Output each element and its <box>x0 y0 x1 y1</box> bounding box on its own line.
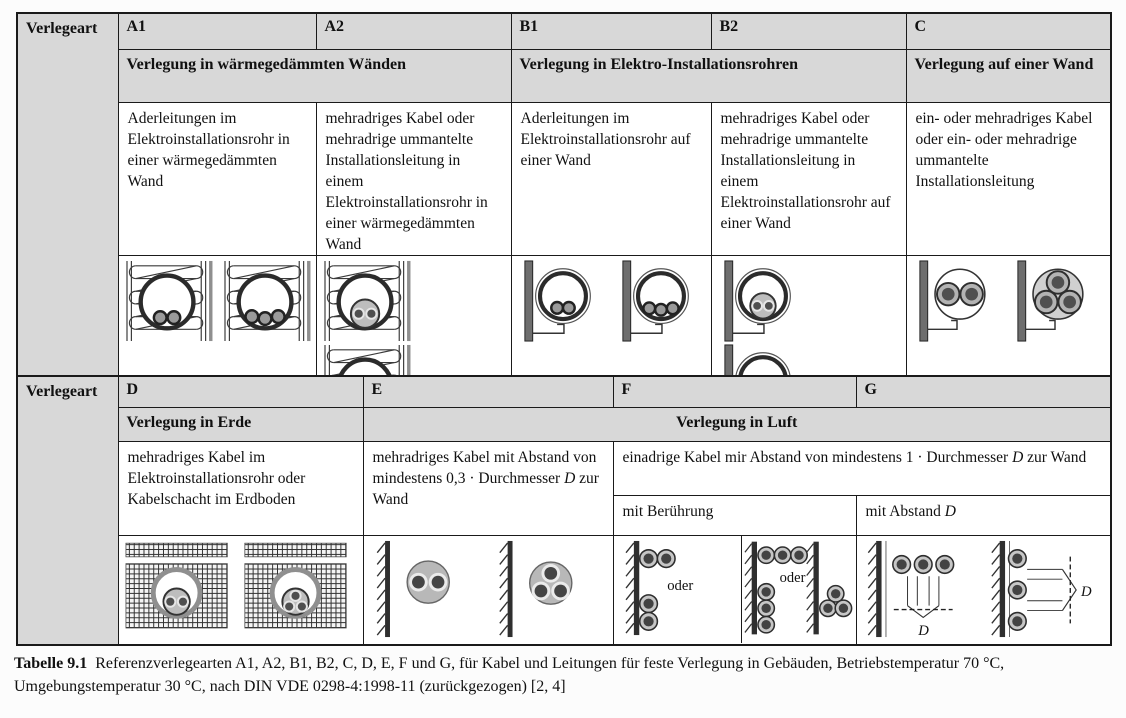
description-e: mehradriges Kabel mit Abstand von mindestens 0,3 · Durchmesser D zur Wand <box>363 441 613 535</box>
group-header-luft: Verlegung in Luft <box>363 407 1111 441</box>
table-verlegearten-a-c <box>16 12 1112 429</box>
col-header-c: C <box>906 13 1111 49</box>
dim-d-label: D <box>1080 583 1092 600</box>
diagram-c-3core-icon <box>1010 259 1100 343</box>
diagram-cell-d <box>118 535 363 645</box>
diagram-b2-2core-icon <box>717 259 807 343</box>
table-verlegearten-d-g <box>16 375 1112 646</box>
corner-label-bottom: Verlegeart <box>17 376 118 645</box>
diagram-cell-f <box>613 535 856 645</box>
diagram-a2-2core-icon <box>322 259 412 343</box>
col-header-d: D <box>118 376 363 407</box>
col-header-f: F <box>613 376 856 407</box>
description-a2: mehradriges Kabel oder mehradrige ummantelte Installationsleitung in einem Elektroinstallationsrohr in einer wärmegedämmten Wand <box>316 102 511 256</box>
diagram-f-2core <box>614 536 741 643</box>
description-a1: Aderleitungen im Elektroinstallationsrohr in einer wärmegedämmten Wand <box>118 102 316 256</box>
diagram-cell-g <box>856 535 1111 645</box>
col-header-b1: B1 <box>511 13 711 49</box>
diagram-f-2core-icon <box>616 539 738 638</box>
diagram-g-icon <box>862 539 1106 639</box>
oder-label: oder <box>666 577 693 594</box>
col-header-b2: B2 <box>711 13 906 49</box>
corner-label-top: Verlegeart <box>17 13 118 428</box>
diagram-e-icon <box>369 539 609 639</box>
diagram-cell-e <box>363 535 613 645</box>
table-caption <box>14 653 1116 698</box>
group-header-erde: Verlegung in Erde <box>118 407 363 441</box>
description-b1: Aderleitungen im Elektroinstallationsrohr auf einer Wand <box>511 102 711 256</box>
col-header-a2: A2 <box>316 13 511 49</box>
diagram-d-icon <box>124 539 354 639</box>
diagram-b1-2core-icon <box>517 259 607 343</box>
diagram-b1-3core-icon <box>615 259 705 343</box>
subheader-mit-beruehrung: mit Berührung <box>613 495 856 535</box>
description-b2: mehradriges Kabel oder mehradrige ummantelte Installationsleitung in einem Elektroinstallationsrohr auf einer Wand <box>711 102 906 256</box>
col-header-e: E <box>363 376 613 407</box>
caption-number: Tabelle 9.1 <box>14 655 88 672</box>
description-c: ein- oder mehradriges Kabel oder ein- oder mehradrige ummantelte Installationsleitung <box>906 102 1111 256</box>
oder-label: oder <box>779 569 806 586</box>
description-d: mehradriges Kabel im Elektroinstallationsrohr oder Kabelschacht im Erdboden <box>118 441 363 535</box>
caption-text: Referenzverlegearten A1, A2, B1, B2, C, D, E, F und G, für Kabel und Leitungen für feste Verlegung in Gebäuden, Betriebstemperatur 70 °C, Umgebungstemperatur 30 °C, nach DIN VDE 0298-4:1998-11 (zurückgezogen) [2, 4] <box>14 655 1005 695</box>
diagram-f-3core <box>741 536 856 643</box>
description-fg: einadrige Kabel mir Abstand von mindestens 1 · Durchmesser D zur Wand <box>613 441 1111 495</box>
col-header-a1: A1 <box>118 13 316 49</box>
diagram-f-3core-icon <box>743 539 855 638</box>
diagram-c-2core-icon <box>912 259 1002 343</box>
col-header-g: G <box>856 376 1111 407</box>
group-header-wand: Verlegung auf einer Wand <box>906 49 1111 102</box>
diagram-a1-3core-icon <box>222 259 312 343</box>
group-header-installationsrohre: Verlegung in Elektro-Installationsrohren <box>511 49 906 102</box>
subheader-mit-abstand: mit Abstand D <box>856 495 1111 535</box>
group-header-waermegedaemmt: Verlegung in wärmegedämmten Wänden <box>118 49 511 102</box>
dim-d-label: D <box>917 622 929 639</box>
diagram-a1-2core-icon <box>124 259 214 343</box>
